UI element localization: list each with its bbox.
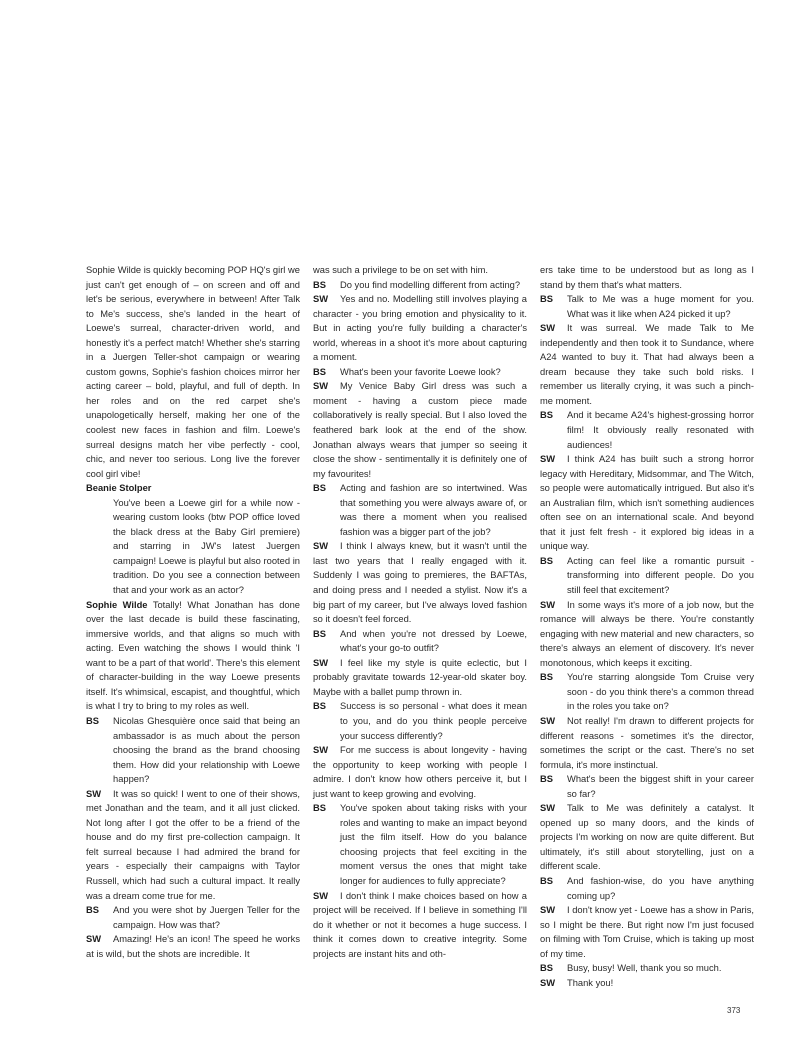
speaker-initials: SW: [86, 788, 102, 799]
speaker-initials: BS: [540, 294, 553, 305]
interview-answer: [540, 903, 754, 961]
interview-question: [313, 699, 527, 743]
speaker-initials: SW: [313, 541, 329, 552]
column-3: [540, 263, 754, 990]
speaker-initials: BS: [313, 279, 326, 290]
interview-answer: [86, 932, 300, 961]
interview-question: [540, 670, 754, 714]
continued-text: ers take time to be understood but as long as I stand by them that's what matters.: [540, 265, 754, 290]
speaker-initials: BS: [540, 410, 553, 421]
interview-question: [313, 365, 527, 380]
question-text: And fashion-wise, do you have anything coming up?: [567, 875, 754, 901]
speaker-initials: BS: [313, 483, 326, 494]
interview-answer: [313, 539, 527, 626]
speaker-initials: BS: [313, 701, 326, 712]
speaker-initials: SW: [540, 715, 556, 726]
question-text: You've spoken about taking risks with your roles and wanting to make an impact beyond just the film itself. How do you balance choosing projects that feel exciting in the moment versus the ones that might take longer for audiences to fully appreciate?: [340, 803, 527, 886]
answer-text: Talk to Me was definitely a catalyst. It opened up so many doors, and the kinds of projects I'm working on now are quite different. But ultimately, it's still about storytelling, just on a different scale.: [540, 803, 754, 872]
interview-question: [313, 627, 527, 656]
answer-text: I think A24 has built such a strong horror legacy with Hereditary, Midsommar, and The Witch, so people were automatically intrigued. But also it's an Australian film, which isn't something audiences often see on an international scale. And beyond that it just felt fresh - it explored big ideas in a unique way.: [540, 454, 754, 552]
interview-question: [313, 481, 527, 539]
speaker-initials: BS: [313, 366, 326, 377]
page-number: 373: [727, 1006, 741, 1015]
column-3-exchanges: [540, 292, 754, 990]
speaker-initials: BS: [86, 715, 99, 726]
question-text: Busy, busy! Well, thank you so much.: [567, 963, 722, 974]
speaker-initials: BS: [540, 963, 553, 974]
question-text: Do you find modelling different from acting?: [340, 279, 521, 290]
question-text: Success is so personal - what does it mean to you, and do you think people perceive your success differently?: [340, 701, 527, 741]
speaker-initials: BS: [540, 672, 553, 683]
answer-text: Not really! I'm drawn to different projects for different reasons - sometimes it's the director, sometimes the script or the cast. There's no set formula, it's more instinctual.: [540, 715, 754, 770]
speaker-initials: BS: [313, 803, 326, 814]
column-2: [313, 263, 527, 961]
speaker-initials: SW: [86, 934, 102, 945]
answer-text: In some ways it's more of a job now, but the romance will always be there. You're constantly engaging with new material and new characters, so there's always an element of discovery. It's never monotonous, which keeps it exciting.: [540, 599, 754, 668]
answer-text: I don't know yet - Loewe has a show in Paris, so I might be there. But right now I'm just focused on filming with Tom Cruise, which is taking up most of my time.: [540, 905, 754, 959]
question-text: And it became A24's highest-grossing horror film! It obviously really resonated with audiences!: [567, 410, 754, 450]
interview-question: [540, 961, 754, 976]
interview-question: [540, 772, 754, 801]
interview-question: [540, 554, 754, 598]
speaker-initials: SW: [313, 745, 329, 756]
interview-question: [540, 408, 754, 452]
question-text: And you were shot by Juergen Teller for the campaign. How was that?: [113, 905, 300, 930]
speaker-initials: SW: [540, 454, 556, 465]
speaker-initials: SW: [313, 657, 329, 668]
question-text: You're starring alongside Tom Cruise very soon - do you think there's a common thread in the roles you take on?: [567, 672, 754, 712]
interview-answer: [540, 452, 754, 554]
interview-answer: [313, 379, 527, 481]
first-answer: [86, 598, 300, 714]
question-text: What's been the biggest shift in your career so far?: [567, 774, 754, 799]
intro-paragraph: Sophie Wilde is quickly becoming POP HQ's girl we just can't get enough of – on screen and off and let's be serious, everywhere in between! After Talk to Me's success, she's landed in the heart of Loewe's surreal, character-driven world, and honestly it's a perfect match! Whether she's starring in a Juergen Teller-shot campaign or wearing custom gowns, Sophie's fashion choices mirror her acting career – bold, playful, and full of depth. In her roles and on the red carpet she's unapologetically herself, making her one of the coolest new faces in fashion and film. Loewe's surreal designs match her vibe perfectly - cool, chic, and never too serious. Long live the forever cool girl vibe!: [86, 265, 300, 479]
column-1: [86, 263, 300, 961]
answer-text: I don't think I make choices based on how a project will be received. If I believe in something I'll do it whether or not it becomes a huge success. I think it comes down to creative integrity. Some projects are instant hits and oth-: [313, 890, 527, 959]
answer-text: Amazing! He's an icon! The speed he works at is wild, but the shots are incredible. It: [86, 934, 300, 959]
interview-answer: [313, 656, 527, 700]
answer-text: I feel like my style is quite eclectic, but I probably gravitate towards 12-year-old skater boy. Maybe with a ballet pump thrown in.: [313, 657, 527, 697]
speaker-name: Sophie Wilde: [86, 599, 148, 610]
answer-text: Totally! What Jonathan has done over the last decade is build these fascinating, immersive worlds, and that aligns so much with acting. Even watching the shows I would think 'I want to be a part of that world'. There's this element of character-building in the way Loewe presents itself. It's whimsical, escapist, and thoughtful, which is what I try to bring to my roles as well.: [86, 599, 300, 712]
speaker-initials: BS: [86, 905, 99, 916]
question-text: You've been a Loewe girl for a while now - wearing custom looks (btw POP office loved the black dress at the Baby Girl premiere) and starring in JW's latest Juergen campaign! Loewe is playful but also rooted in tradition. Do you see a connection between that and your work as an actor?: [113, 497, 300, 596]
speaker-initials: SW: [540, 803, 556, 814]
interview-question: [86, 714, 300, 787]
interview-answer: [540, 976, 754, 991]
answer-text: Thank you!: [567, 977, 614, 988]
interview-answer: [313, 743, 527, 801]
speaker-initials: BS: [540, 875, 553, 886]
speaker-initials: SW: [540, 977, 556, 988]
speaker-initials: SW: [540, 599, 556, 610]
question-text: Talk to Me was a huge moment for you. What was it like when A24 picked it up?: [567, 294, 754, 319]
interview-answer: [540, 714, 754, 772]
interview-question: [540, 874, 754, 903]
speaker-name: Beanie Stolper: [86, 483, 152, 494]
answer-text: It was surreal. We made Talk to Me independently and then took it to Sundance, where A24 wanted to buy it. That had always been a dream because they take such bold risks. I remember us literally crying, it was such a pinch-me moment.: [540, 323, 754, 406]
interview-question: [313, 278, 527, 293]
interview-answer: [313, 889, 527, 962]
question-text: Acting and fashion are so intertwined. Was that something you were always aware of, or was there a moment when you realised fashion was a bigger part of the job?: [340, 483, 527, 537]
question-text: What's been your favorite Loewe look?: [340, 366, 501, 377]
question-text: Nicolas Ghesquière once said that being an ambassador is as much about the person choosing the brand as the brand choosing them. How did your relationship with Loewe happen?: [113, 715, 300, 785]
first-question: [86, 481, 300, 597]
answer-text: My Venice Baby Girl dress was such a moment - having a custom piece made collaboratively is really special. But I also loved the feathered bark look at the end of the show. Jonathan always wears that jumper so seeing it close the show - sentimentally it is definitely one of my favourites!: [313, 381, 527, 479]
interview-question: [313, 801, 527, 888]
answer-text: For me success is about longevity - having the opportunity to keep working with people I admire. I don't know how others perceive it, but I just want to keep growing and evolving.: [313, 745, 527, 799]
column-2-exchanges: [313, 278, 527, 962]
speaker-initials: BS: [540, 774, 553, 785]
speaker-initials: SW: [540, 905, 556, 916]
interview-answer: [540, 321, 754, 408]
answer-text: I think I always knew, but it wasn't until the last two years that I really engaged with it. Suddenly I was going to premieres, the BAFTAs, and doing press and I needed a stylist. Now it's a big part of my career, but I've always loved fashion so it doesn't feel forced.: [313, 541, 527, 625]
interview-answer: [540, 801, 754, 874]
interview-question: [86, 903, 300, 932]
speaker-initials: SW: [313, 890, 329, 901]
interview-answer: [86, 787, 300, 903]
speaker-initials: SW: [313, 381, 329, 392]
speaker-initials: BS: [313, 628, 326, 639]
answer-text: Yes and no. Modelling still involves playing a character - you bring emotion and physicality to it. But in acting you're fully building a character's world, whereas in a shoot it's more about capturing a moment.: [313, 294, 527, 363]
column-1-exchanges: [86, 714, 300, 961]
interview-answer: [313, 292, 527, 365]
question-text: And when you're not dressed by Loewe, what's your go-to outfit?: [340, 628, 527, 654]
speaker-initials: BS: [540, 555, 553, 566]
speaker-initials: SW: [540, 323, 556, 334]
answer-text: It was so quick! I went to one of their shows, met Jonathan and the team, and it all just clicked. Not long after I got the offer to be a friend of the house and do my first pre-collection campaign. It felt surreal because I had admired the brand for years - especially their campaigns with Taylor Russell, which had such a cultural impact. It really was a dream come true for me.: [86, 788, 300, 901]
interview-question: [540, 292, 754, 321]
speaker-initials: SW: [313, 294, 329, 305]
continued-text: was such a privilege to be on set with him.: [313, 265, 489, 275]
question-text: Acting can feel like a romantic pursuit - transforming into different people. Do you still feel that excitement?: [567, 555, 754, 596]
interview-answer: [540, 598, 754, 671]
